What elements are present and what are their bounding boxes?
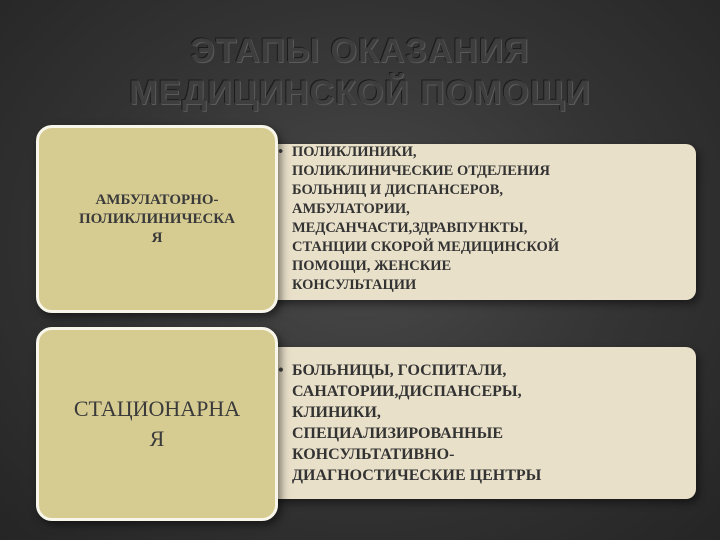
stage-1-detail-line: АМБУЛАТОРИИ,	[292, 201, 410, 217]
stage-1-detail-line: СТАНЦИИ СКОРОЙ МЕДИЦИНСКОЙ	[292, 239, 560, 255]
stage-2-detail-list	[278, 360, 542, 486]
bullet-icon: •	[278, 362, 284, 379]
stage-2-detail-line: БОЛЬНИЦЫ, ГОСПИТАЛИ,	[292, 362, 507, 379]
stage-1-detail-line: ПОЛИКЛИНИКИ,	[292, 144, 417, 160]
stage-2-detail-line: КЛИНИКИ,	[292, 404, 381, 421]
stage-1-detail-line: БОЛЬНИЦ И ДИСПАНСЕРОВ,	[292, 182, 504, 198]
stage-1-label-card	[36, 125, 278, 313]
stage-2-detail-line: СПЕЦИАЛИЗИРОВАННЫЕ	[292, 425, 503, 442]
stage-2-label	[74, 394, 240, 454]
stage-1-label-line: Я	[151, 229, 163, 246]
stage-2-label-card	[36, 327, 278, 521]
stage-1-detail-line: ПОЛИКЛИНИЧЕСКИЕ ОТДЕЛЕНИЯ	[292, 163, 550, 179]
slide-title-line-2: МЕДИЦИНСКОЙ ПОМОЩИ	[129, 74, 591, 112]
stage-1-detail-line: ПОМОЩИ, ЖЕНСКИЕ	[292, 258, 452, 274]
stage-1-label-line: АМБУЛАТОРНО-	[95, 191, 219, 208]
bullet-icon: •	[278, 144, 284, 160]
slide-title-line-1: ЭТАПЫ ОКАЗАНИЯ	[190, 32, 530, 70]
stage-2-label-line: СТАЦИОНАРНА	[73, 396, 241, 421]
slide-title	[0, 30, 720, 114]
stage-1-detail-line: КОНСУЛЬТАЦИИ	[292, 277, 417, 293]
stage-1-detail-list	[278, 143, 560, 295]
stage-2-label-line: Я	[149, 426, 165, 451]
stage-1-detail-line: МЕДСАНЧАСТИ,ЗДРАВПУНКТЫ,	[292, 220, 528, 236]
stage-1-label-line: ПОЛИКЛИНИЧЕСКА	[78, 210, 236, 227]
stage-1-label	[79, 191, 235, 248]
stage-2-detail-line: КОНСУЛЬТАТИВНО-	[292, 446, 455, 463]
stage-2-detail-line: ДИАГНОСТИЧЕСКИЕ ЦЕНТРЫ	[292, 467, 542, 484]
stage-2-detail-line: САНАТОРИИ,ДИСПАНСЕРЫ,	[292, 383, 522, 400]
